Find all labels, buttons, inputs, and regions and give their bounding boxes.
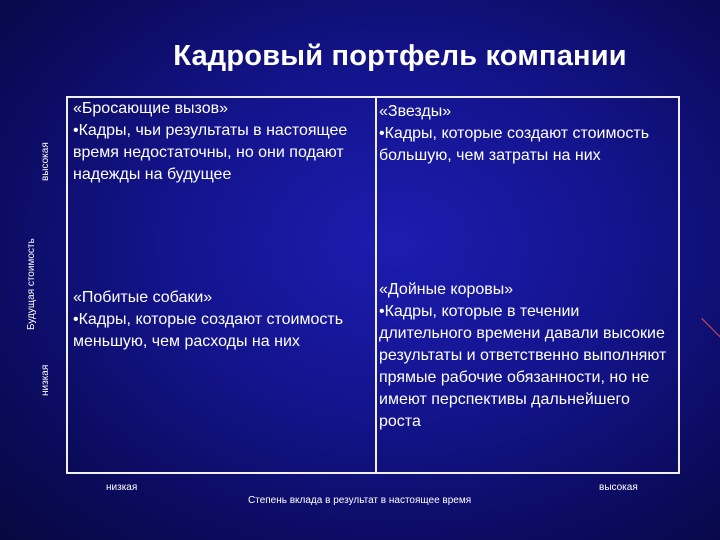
quadrant-description: •Кадры, чьи результаты в настоящее время недостаточны, но они подают надежды на будущее: [73, 122, 348, 183]
quadrant-top-left: [73, 98, 371, 186]
quadrant-title: «Бросающие вызов»: [73, 100, 228, 117]
slide-title: Кадровый портфель компании: [173, 40, 627, 72]
quadrant-title: «Звезды»: [379, 103, 452, 120]
y-axis-label: Будущая стоимость: [26, 238, 37, 330]
quadrant-title: «Побитые собаки»: [73, 289, 213, 306]
decorative-line: [701, 318, 720, 340]
quadrant-description: •Кадры, которые в течении длительного времени давали высокие результаты и ответственно выполняют прямые рабочие обязанности, но не имеют перспективы дальнейшего роста: [379, 303, 667, 430]
x-axis-label: Степень вклада в результат в настоящее время: [248, 495, 472, 506]
quadrant-bottom-right: [379, 279, 675, 433]
quadrant-description: •Кадры, которые создают стоимость большую, чем затраты на них: [379, 125, 650, 164]
portfolio-matrix: [66, 96, 680, 474]
matrix-divider: [375, 98, 377, 472]
quadrant-title: «Дойные коровы»: [379, 281, 514, 298]
quadrant-bottom-left: [73, 287, 371, 353]
y-axis-low-label: низкая: [40, 364, 51, 396]
x-axis-high-label: высокая: [599, 482, 638, 493]
quadrant-description: •Кадры, которые создают стоимость меньшую, чем расходы на них: [73, 311, 344, 350]
y-axis-high-label: высокая: [40, 142, 51, 181]
x-axis-low-label: низкая: [106, 482, 138, 493]
quadrant-top-right: [379, 101, 675, 167]
